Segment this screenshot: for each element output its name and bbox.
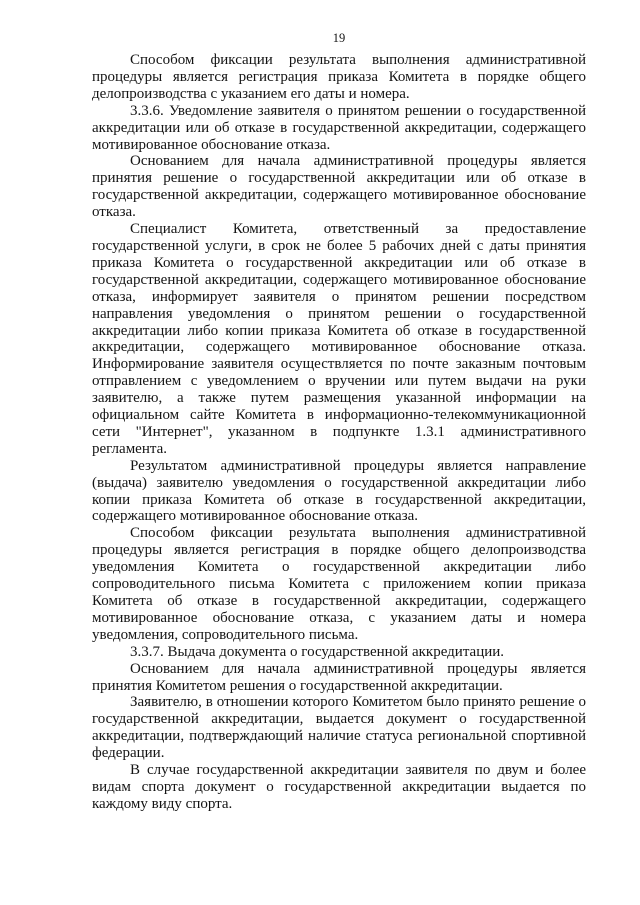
paragraph-basis-issuance: Основанием для начала административной процедуры является принятия Комитетом решения о государственной аккредитации. [92, 660, 586, 694]
paragraph-section-3-3-7: 3.3.7. Выдача документа о государственной аккредитации. [130, 643, 505, 660]
paragraph-document-issued: Заявителю, в отношении которого Комитетом было принято решение о государственной аккредитации, выдается документ о государственной аккредитации, подтверждающий наличие статуса региональной спортивной федерации. [92, 694, 586, 762]
paragraph-multiple-sports: В случае государственной аккредитации заявителя по двум и более видам спорта документ о государственной аккредитации выдается по каждому виду спорта. [92, 762, 586, 812]
paragraph-specialist-informs: Специалист Комитета, ответственный за предоставление государственной услуги, в срок не более 5 рабочих дней с даты принятия приказа Комитета о государственной аккредитации или об отказе в государственной аккредитации, содержащего мотивированное обоснование отказа, информирует заявителя о принятом решении посредством направления уведомления о принятом решении о государственной аккредитации либо копии приказа Комитета об отказе в государственной аккредитации, содержащего мотивированное обоснование отказа. Информирование заявителя осуществляется по почте заказным почтовым отправлением с уведомлением о вручении или путем выдачи на руки заявителю, а также путем размещения указанной информации на официальном сайте Комитета в информационно-телекоммуникационной сети "Интернет", указанном в подпункте 1.3.1 административного регламента. [92, 221, 586, 457]
page-number: 19 [332, 31, 346, 45]
paragraph-section-3-3-6: 3.3.6. Уведомление заявителя о принятом решении о государственной аккредитации или об отказе в государственной аккредитации, содержащего мотивированное обоснование отказа. [92, 102, 586, 153]
paragraph-fixation-method-order: Способом фиксации результата выполнения административной процедуры является регистрация приказа Комитета в порядке общего делопроизводства с указанием его даты и номера. [92, 52, 586, 102]
paragraph-fixation-method-registration: Способом фиксации результата выполнения административной процедуры является регистрация в порядке общего делопроизводства уведомления Комитета о государственной аккредитации либо сопроводительного письма Комитета с приложением копии приказа Комитета об отказе в государственной аккредитации, содержащего мотивированное обоснование отказа, с указанием даты и номера уведомления, сопроводительного письма. [92, 525, 586, 643]
paragraph-result-procedure: Результатом административной процедуры является направление (выдача) заявителю уведомления о государственной аккредитации либо копии приказа Комитета об отказе в государственной аккредитации, содержащего мотивированное обоснование отказа. [92, 457, 586, 525]
paragraph-basis-notification: Основанием для начала административной процедуры является принятия решение о государственной аккредитации или об отказе в государственной аккредитации, содержащего мотивированное обоснование отказа. [92, 153, 586, 221]
